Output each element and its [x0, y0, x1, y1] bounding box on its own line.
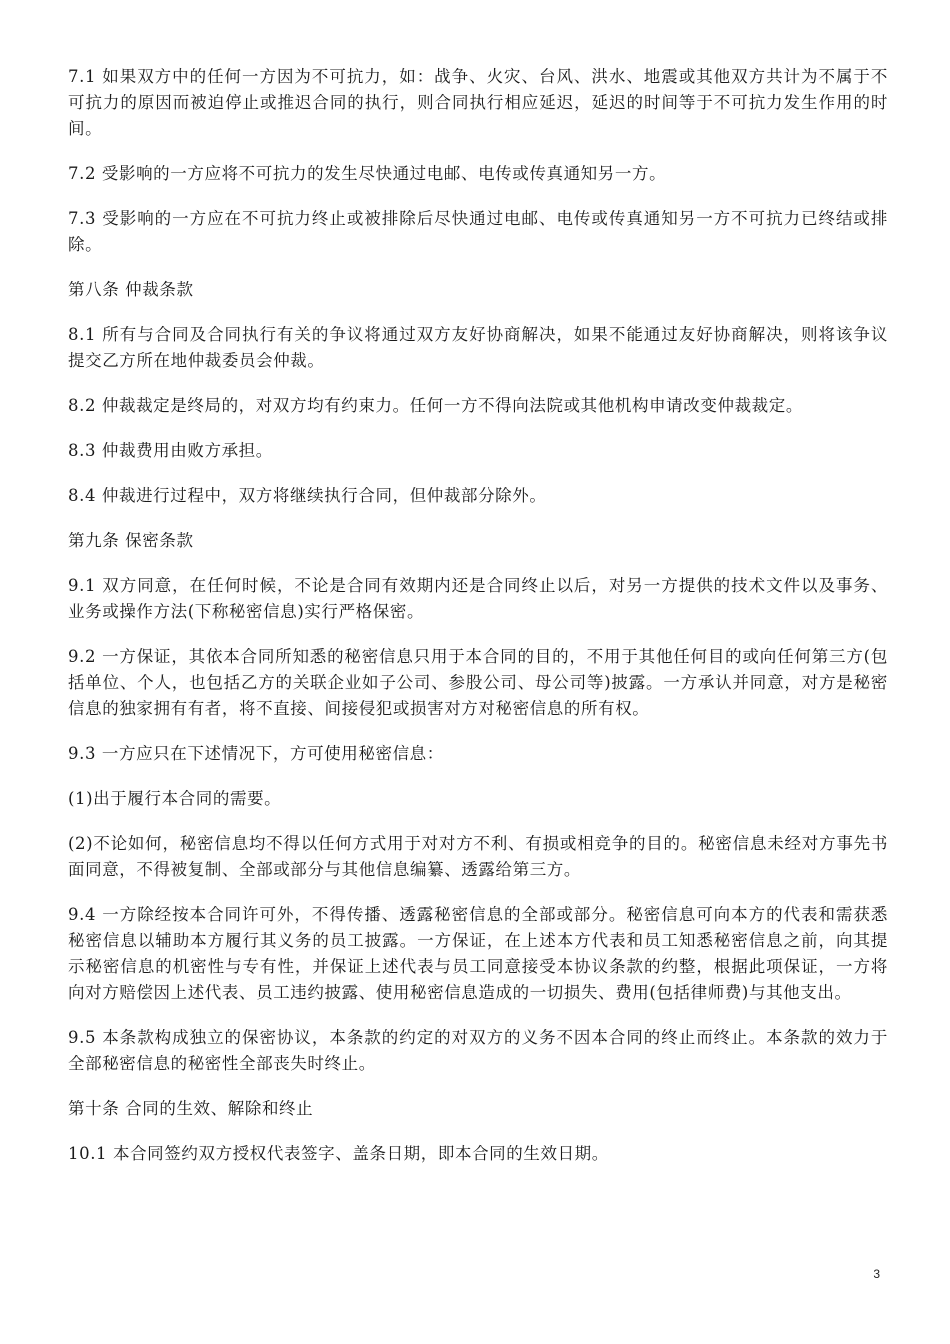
clause-9-2: 9.2 一方保证，其依本合同所知悉的秘密信息只用于本合同的目的，不用于其他任何目的或向任何第三方(包括单位、个人，也包括乙方的关联企业如子公司、参股公司、母公司等)披露。一方承认并同意，对方是秘密信息的独家拥有有者，将不直接、间接侵犯或损害对方对秘密信息的所有权。 — [68, 647, 888, 718]
clause-7-1: 7.1 如果双方中的任何一方因为不可抗力，如：战争、火灾、台风、洪水、地震或其他双方共计为不属于不可抗力的原因而被迫停止或推迟合同的执行，则合同执行相应延迟，延迟的时间等于不可抗力发生作用的时间。 — [68, 67, 888, 138]
article-10-heading: 第十条 合同的生效、解除和终止 — [68, 1099, 314, 1118]
clause-9-3-item-1: (1)出于履行本合同的需要。 — [68, 789, 282, 808]
page-number: 3 — [873, 1267, 880, 1281]
article-8-heading: 第八条 仲裁条款 — [68, 280, 194, 299]
clause-8-2: 8.2 仲裁裁定是终局的，对双方均有约束力。任何一方不得向法院或其他机构申请改变仲裁裁定。 — [68, 396, 803, 415]
article-9-heading: 第九条 保密条款 — [68, 531, 194, 550]
clause-9-5: 9.5 本条款构成独立的保密协议，本条款的约定的对双方的义务不因本合同的终止而终止。本条款的效力于全部秘密信息的秘密性全部丧失时终止。 — [68, 1028, 888, 1073]
document-body — [68, 64, 888, 1186]
clause-8-1: 8.1 所有与合同及合同执行有关的争议将通过双方友好协商解决，如果不能通过友好协商解决，则将该争议提交乙方所在地仲裁委员会仲裁。 — [68, 325, 888, 370]
clause-9-3-item-2: (2)不论如何，秘密信息均不得以任何方式用于对对方不利、有损或相竞争的目的。秘密信息未经对方事先书面同意，不得被复制、全部或部分与其他信息编纂、透露给第三方。 — [68, 834, 888, 879]
clause-7-2: 7.2 受影响的一方应将不可抗力的发生尽快通过电邮、电传或传真通知另一方。 — [68, 164, 667, 183]
clause-7-3: 7.3 受影响的一方应在不可抗力终止或被排除后尽快通过电邮、电传或传真通知另一方不可抗力已终结或排除。 — [68, 209, 888, 254]
clause-9-4: 9.4 一方除经按本合同许可外，不得传播、透露秘密信息的全部或部分。秘密信息可向本方的代表和需获悉秘密信息以辅助本方履行其义务的员工披露。一方保证，在上述本方代表和员工知悉秘密信息之前，向其提示秘密信息的机密性与专有性，并保证上述代表与员工同意接受本协议条款的约整，根据此项保证，一方将向对方赔偿因上述代表、员工违约披露、使用秘密信息造成的一切损失、费用(包括律师费)与其他支出。 — [68, 905, 888, 1002]
clause-9-3: 9.3 一方应只在下述情况下，方可使用秘密信息： — [68, 744, 444, 763]
clause-8-4: 8.4 仲裁进行过程中，双方将继续执行合同，但仲裁部分除外。 — [68, 486, 547, 505]
clause-9-1: 9.1 双方同意，在任何时候，不论是合同有效期内还是合同终止以后，对另一方提供的技术文件以及事务、业务或操作方法(下称秘密信息)实行严格保密。 — [68, 576, 888, 621]
clause-10-1: 10.1 本合同签约双方授权代表签字、盖条日期，即本合同的生效日期。 — [68, 1144, 609, 1163]
clause-8-3: 8.3 仲裁费用由败方承担。 — [68, 441, 273, 460]
